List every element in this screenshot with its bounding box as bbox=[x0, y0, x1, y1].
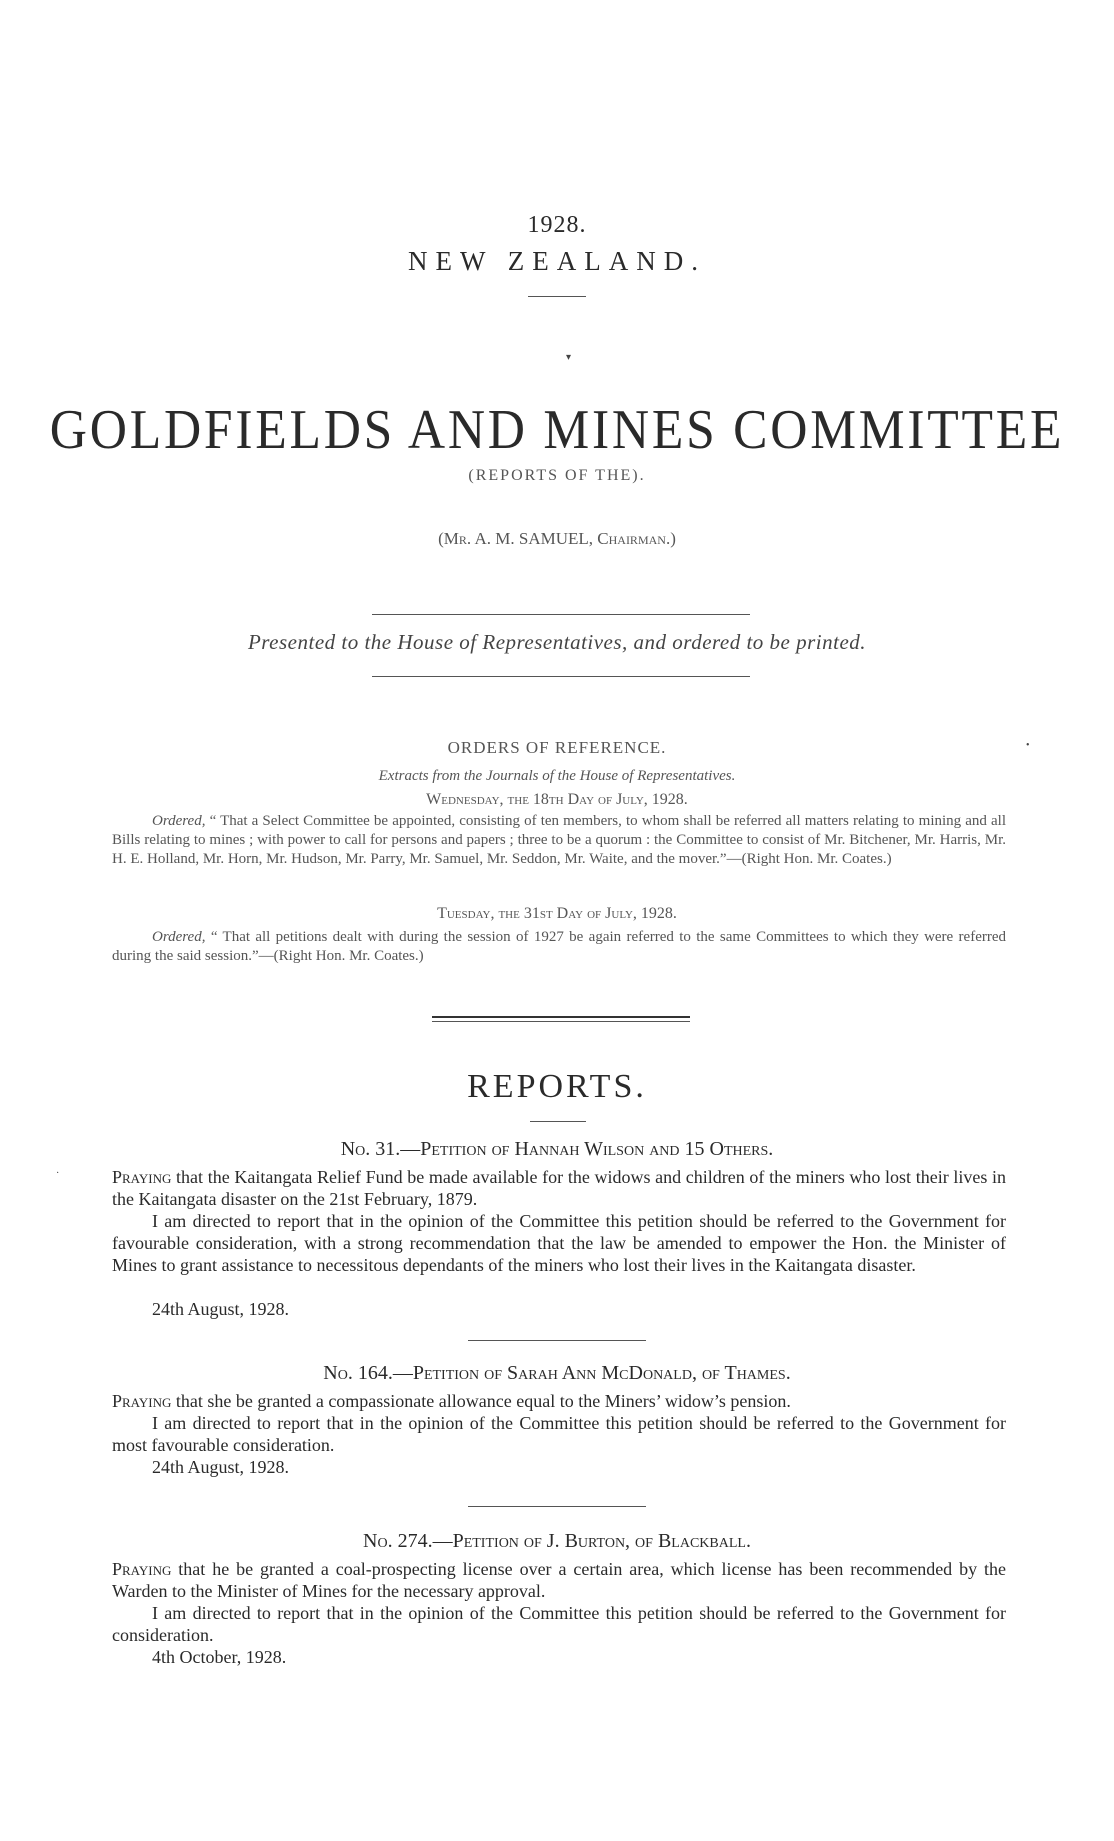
order-2-lead: Ordered, bbox=[152, 929, 206, 945]
praying-lead: Praying bbox=[112, 1391, 172, 1411]
presented-line: Presented to the House of Representatives, and ordered to be printed. bbox=[247, 630, 867, 654]
report-date: 24th August, 1928. bbox=[152, 1457, 290, 1477]
main-title: GOLDFIELDS AND MINES COMMITTEE bbox=[49, 399, 1065, 461]
print-mark: ▾ bbox=[566, 352, 572, 363]
report-text: I am directed to report that in the opinion of the Committee this petition should be referred to the Government for favourable consideration, with a strong recommendation that the law be amended to empower the Hon. the Minister of Mines to grant assistance to necessitous dependants of the miners who lost their lives in the Kaitangata disaster. bbox=[112, 1211, 1006, 1275]
divider bbox=[530, 1121, 586, 1122]
report-title: No. 31.—Petition of Hannah Wilson and 15 Others. bbox=[340, 1138, 774, 1160]
report-praying bbox=[112, 1166, 1006, 1210]
praying-lead: Praying bbox=[112, 1167, 172, 1187]
orders-extracts: Extracts from the Journals of the House of Representatives. bbox=[378, 768, 736, 784]
divider bbox=[468, 1506, 646, 1507]
divider bbox=[432, 1021, 690, 1022]
praying-lead: Praying bbox=[112, 1559, 172, 1579]
praying-text: that she be granted a compassionate allowance equal to the Miners’ widow’s pension. bbox=[175, 1391, 791, 1411]
year: 1928. bbox=[527, 212, 587, 238]
divider bbox=[372, 676, 750, 677]
order-date-1: Wednesday, the 18th Day of July, 1928. bbox=[426, 791, 688, 808]
country: NEW ZEALAND. bbox=[408, 246, 706, 276]
order-1-lead: Ordered, bbox=[152, 813, 206, 829]
order-date-2: Tuesday, the 31st Day of July, 1928. bbox=[437, 905, 677, 922]
order-1-text: “ That a Select Committee be appointed, consisting of ten members, to whom shall be referred all matters relating to mining and all Bills relating to mines ; with power to call for persons and papers ; three to be a quorum : the Committee to consist of Mr. Bitchener, Mr. Harris, Mr. H. E. Holland, Mr. Horn, Mr. Hudson, Mr. Parry, Mr. Samuel, Mr. Seddon, Mr. Waite, and the mover.”—(Right Hon. Mr. Coates.) bbox=[112, 813, 1007, 867]
subtitle: (REPORTS OF THE). bbox=[468, 467, 646, 484]
praying-text: that the Kaitangata Relief Fund be made available for the widows and children of the miners who lost their lives in the Kaitangata disaster on the 21st February, 1879. bbox=[112, 1167, 1007, 1209]
report-praying bbox=[112, 1558, 1006, 1602]
divider bbox=[468, 1340, 646, 1341]
report-date: 4th October, 1928. bbox=[152, 1647, 287, 1667]
divider bbox=[528, 296, 586, 297]
orders-heading: ORDERS OF REFERENCE. bbox=[447, 738, 667, 757]
report-date: 24th August, 1928. bbox=[152, 1299, 290, 1319]
print-mark: • bbox=[1026, 740, 1030, 751]
print-mark: · bbox=[56, 1168, 60, 1179]
order-2 bbox=[112, 928, 1006, 966]
order-1 bbox=[112, 812, 1006, 869]
reports-heading: REPORTS. bbox=[467, 1068, 647, 1105]
order-2-text: “ That all petitions dealt with during the session of 1927 be again referred to the same Committees to which they were referred during the said session.”—(Right Hon. Mr. Coates.) bbox=[112, 929, 1007, 964]
divider bbox=[432, 1016, 690, 1018]
divider bbox=[372, 614, 750, 615]
report-title: No. 164.—Petition of Sarah Ann McDonald, of Thames. bbox=[323, 1362, 791, 1384]
report-praying bbox=[112, 1390, 1006, 1412]
chairman: (Mr. A. M. SAMUEL, Chairman.) bbox=[438, 529, 676, 548]
report-text: I am directed to report that in the opinion of the Committee this petition should be referred to the Government for most favourable consideration. bbox=[112, 1413, 1006, 1455]
report-text: I am directed to report that in the opinion of the Committee this petition should be referred to the Government for consideration. bbox=[112, 1603, 1006, 1645]
praying-text: that he be granted a coal-prospecting license over a certain area, which license has been recommended by the Warden to the Minister of Mines for the necessary approval. bbox=[112, 1559, 1007, 1601]
report-title: No. 274.—Petition of J. Burton, of Blackball. bbox=[363, 1530, 751, 1552]
